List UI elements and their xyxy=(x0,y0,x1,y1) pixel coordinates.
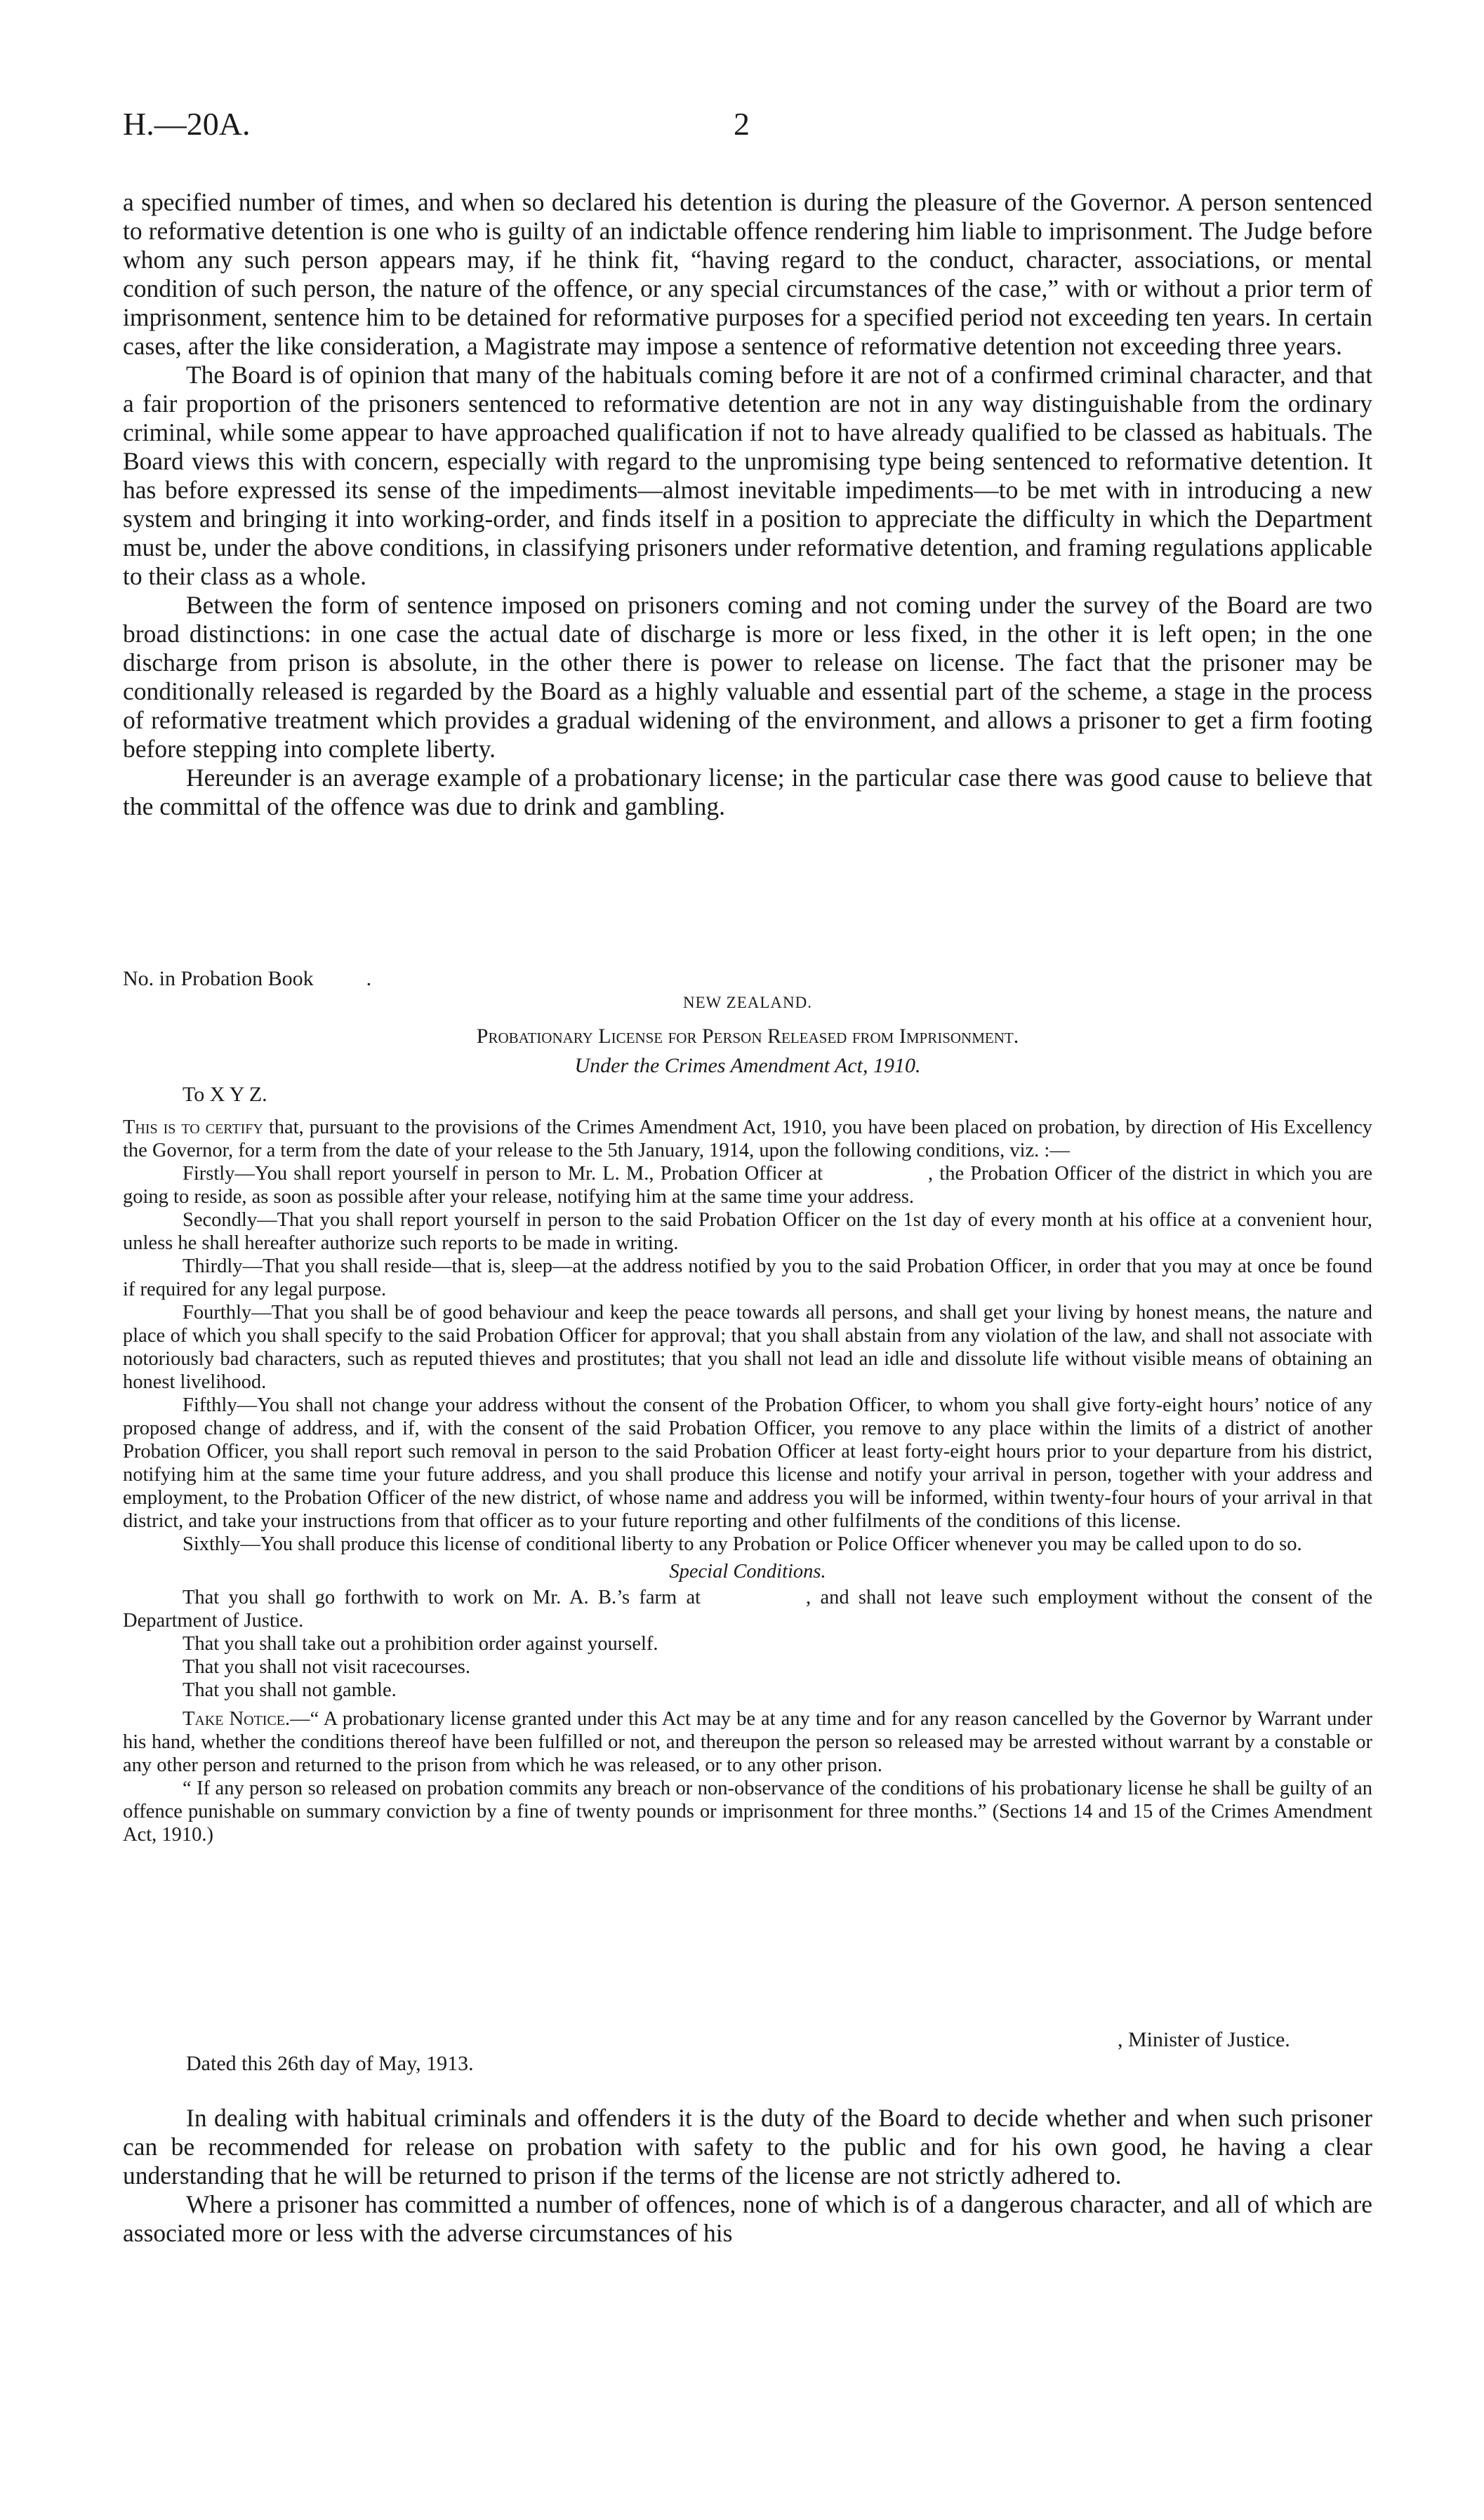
paragraph: a specified number of times, and when so declared his detention is during the pleasure of the Governor. A person sentenced to reformative detention is one who is guilty of an indictable offence rendering him liable to imprisonment. The Judge before whom any such person appears may, if he think fit, “having regard to the conduct, character, associations, or mental condition of such person, the nature of the offence, or any special circumstances of the case,” with or without a prior term of imprisonment, sentence him to be detained for reformative purposes for a specified period not exceeding ten years. In certain cases, after the like consideration, a Magistrate may impose a sentence of reformative detention not exceeding three years. xyxy=(123,188,1372,360)
probation-book-number xyxy=(123,967,371,991)
minister-signature-line: , Minister of Justice. xyxy=(1118,2028,1290,2051)
paragraph: Between the form of sentence imposed on prisoners coming and not coming under the survey of the Board are two broad distinctions: in one case the actual date of discharge is more or less fixed, in the other it is left open; in the one discharge from prison is absolute, in the other there is power to release on license. The fact that the prisoner may be conditionally released is regarded by the Board as a highly valuable and essential part of the scheme, a stage in the process of reformative treatment which provides a gradual widening of the environment, and allows a prisoner to get a firm footing before stepping into complete liberty. xyxy=(123,591,1372,763)
page-header xyxy=(123,105,1372,154)
probation-book-label: No. in Probation Book xyxy=(123,967,314,990)
document-reference: H.—20A. xyxy=(123,106,251,142)
special-condition: That you shall not gamble. xyxy=(183,1679,397,1701)
license-body xyxy=(123,1116,1372,1846)
license-country: NEW ZEALAND. xyxy=(682,994,813,1011)
condition-firstly-a: Firstly—You shall report yourself in person to Mr. L. M., Probation Officer at xyxy=(183,1163,823,1185)
condition-thirdly: Thirdly—That you shall reside—that is, sleep—at the address notified by you to the said Probation Officer, in order that you may at once be found if required for any legal purpose. xyxy=(123,1255,1372,1300)
paragraph: Hereunder is an average example of a probationary license; in the particular case there was good cause to believe that the committal of the offence was due to drink and gambling. xyxy=(123,764,1372,820)
paragraph: The Board is of opinion that many of the habituals coming before it are not of a confirmed criminal character, and that a fair proportion of the prisoners sentenced to reformative detention are not in any way distinguishable from the ordinary criminal, while some appear to have approached qualification if not to have already qualified to be classed as habituals. The Board views this with concern, especially with regard to the unpromising type being sentenced to reformative detention. It has before expressed its sense of the impediments—almost inevitable impediments—to be met with in introducing a new system and bringing it into working-order, and finds itself in a position to appreciate the difficulty in which the Department must be, under the above conditions, in classifying prisoners under reformative detention, and framing regulations applicable to their class as a whole. xyxy=(123,361,1372,590)
special-condition-1a: That you shall go forthwith to work on Mr. A. B.’s farm at xyxy=(183,1587,701,1608)
page-number: 2 xyxy=(734,106,750,142)
special-conditions-heading: Special Conditions. xyxy=(669,1561,826,1582)
license-title: Probationary License for Person Released from Imprisonment. xyxy=(476,1025,1019,1048)
special-condition-1b: , and shall not leave such employment without the consent of the Department of Justice. xyxy=(123,1587,1372,1632)
condition-sixthly: Sixthly—You shall produce this license of conditional liberty to any Probation or Police Officer whenever you may be called upon to do so. xyxy=(183,1533,1302,1555)
special-condition xyxy=(123,1586,1372,1632)
condition-fourthly: Fourthly—That you shall be of good behaviour and keep the peace towards all persons, and shall get your living by honest means, the nature and place of which you shall specify to the said Probation Officer for approval; that you shall abstain from any violation of the law, and shall not associate with notoriously bad characters, such as reputed thieves and prostitutes; that you shall not lead an idle and dissolute life without visible means of obtaining an honest livelihood. xyxy=(123,1302,1372,1393)
paragraph: Where a prisoner has committed a number of offences, none of which is of a dangerous character, and all of which are associated more or less with the adverse circumstances of his xyxy=(123,2190,1372,2247)
dated-line: Dated this 26th day of May, 1913. xyxy=(186,2052,474,2075)
body-text-bottom xyxy=(123,2104,1372,2248)
paragraph: In dealing with habitual criminals and offenders it is the duty of the Board to decide whether and when such prisoner can be recommended for release on probation with safety to the public and for his own good, he having a clear understanding that he will be returned to prison if the terms of the license are not strictly adhered to. xyxy=(123,2104,1372,2189)
body-text-top xyxy=(123,188,1372,821)
probation-book-mark: . xyxy=(366,967,372,990)
certify-paragraph xyxy=(123,1116,1372,1162)
take-notice-text: —“ A probationary license granted under this Act may be at any time and for any reason cancelled by the Governor by Warrant under his hand, whether the conditions thereof have been fulfilled or not, and thereupon the person so released may be arrested without warrant by a constable or any other person and returned to the prison from which he was released, or to any other prison. xyxy=(123,1708,1372,1776)
certify-text: that, pursuant to the provisions of the Crimes Amendment Act, 1910, you have been placed on probation, by direction of His Excellency the Governor, for a term from the date of your release to the 5th January, 1914, upon the following conditions, viz. :— xyxy=(123,1116,1373,1161)
certify-lead: This is to certify xyxy=(123,1116,263,1138)
take-notice-paragraph xyxy=(123,1707,1372,1777)
license-addressee: To X Y Z. xyxy=(183,1083,267,1106)
condition-secondly: Secondly—That you shall report yourself in person to the said Probation Officer on the 1st day of every month at his office at a convenient hour, unless he shall hereafter authorize such reports to be made in writing. xyxy=(123,1209,1372,1254)
condition-firstly xyxy=(123,1162,1372,1208)
special-condition: That you shall not visit racecourses. xyxy=(183,1656,470,1678)
take-notice-lead: Take Notice. xyxy=(183,1708,291,1730)
notice-quote: “ If any person so released on probation commits any breach or non-observance of the conditions of his probationary license he shall be guilty of an offence punishable on summary conviction by a fine of twenty pounds or imprisonment for three months.” (Sections 14 and 15 of the Crimes Amendment Act, 1910.) xyxy=(123,1778,1372,1846)
condition-fifthly: Fifthly—You shall not change your address without the consent of the Probation Officer, to whom you shall give forty-eight hours’ notice of any proposed change of address, and if, with the consent of the said Probation Officer, you remove to any place within the limits of a district of another Probation Officer, you shall report such removal in person to the said Probation Officer at least forty-eight hours prior to your departure from his district, notifying him at the same time your future address, and you shall produce this license and notify your arrival in person, together with your address and employment, to the Probation Officer of the new district, of whose name and address you will be informed, within twenty-four hours of your arrival in that district, and take your instructions from that officer as to your future reporting and other fulfilments of the conditions of this license. xyxy=(123,1394,1372,1532)
license-act-line: Under the Crimes Amendment Act, 1910. xyxy=(574,1054,921,1077)
condition-firstly-b: , the Probation Officer of the district in which you are going to reside, as soon as possible after your release, notifying him at the same time your address. xyxy=(123,1163,1372,1208)
special-condition: That you shall take out a prohibition order against yourself. xyxy=(183,1633,658,1655)
